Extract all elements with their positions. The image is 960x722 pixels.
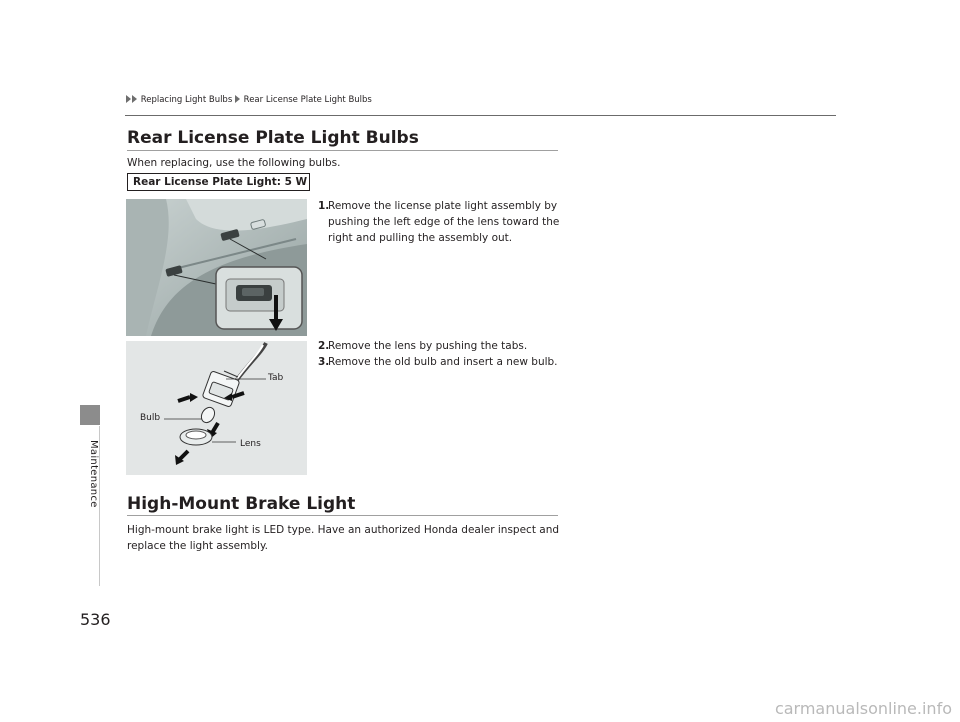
side-section-label: Maintenance: [88, 440, 99, 508]
steps-group-2: [318, 338, 563, 370]
breadcrumb-link-license-plate[interactable]: Rear License Plate Light Bulbs: [243, 95, 372, 105]
step-text: Remove the lens by pushing the tabs.: [328, 340, 528, 352]
lens-label: Lens: [240, 439, 261, 449]
page-number: 536: [80, 610, 111, 629]
step-2: [318, 338, 563, 354]
brake-light-text: High-mount brake light is LED type. Have an authorized Honda dealer inspect and replace the light assembly.: [127, 524, 560, 552]
intro-text: When replacing, use the following bulbs.: [127, 157, 341, 169]
tab-label: Tab: [268, 373, 284, 383]
step-text: Remove the license plate light assembly by pushing the left edge of the lens toward the right and pulling the assembly out.: [328, 200, 560, 244]
step-1: [318, 198, 563, 246]
watermark: carmanualsonline.info: [774, 699, 952, 718]
bulb-label: Bulb: [140, 413, 161, 423]
bulb-spec-box: Rear License Plate Light: 5 W: [127, 173, 310, 191]
bulb-lens-drawing: [126, 341, 307, 475]
step-text: Remove the old bulb and insert a new bulb.: [328, 356, 558, 368]
heading-divider: [127, 150, 558, 151]
breadcrumb-arrow-icon: [132, 95, 137, 103]
step-number: 1.: [318, 200, 330, 212]
breadcrumb-arrow-icon: [126, 95, 131, 103]
section-title-license-plate: Rear License Plate Light Bulbs: [127, 128, 419, 148]
steps-group-1: [318, 198, 563, 246]
license-plate-light-illustration: [126, 199, 307, 336]
section-title-brake-light: High-Mount Brake Light: [127, 494, 356, 514]
step-number: 2.: [318, 340, 330, 352]
breadcrumb-link-replacing-bulbs[interactable]: Replacing Light Bulbs: [140, 95, 233, 105]
breadcrumb: [126, 95, 372, 105]
bulb-lens-illustration: [126, 341, 307, 475]
side-divider: [99, 426, 100, 586]
license-plate-light-drawing: [126, 199, 307, 336]
step-number: 3.: [318, 356, 330, 368]
top-divider: [125, 115, 836, 116]
section-tab-marker: [80, 405, 100, 425]
step-3: [318, 354, 563, 370]
breadcrumb-arrow-icon: [235, 95, 240, 103]
heading-divider: [127, 515, 558, 516]
